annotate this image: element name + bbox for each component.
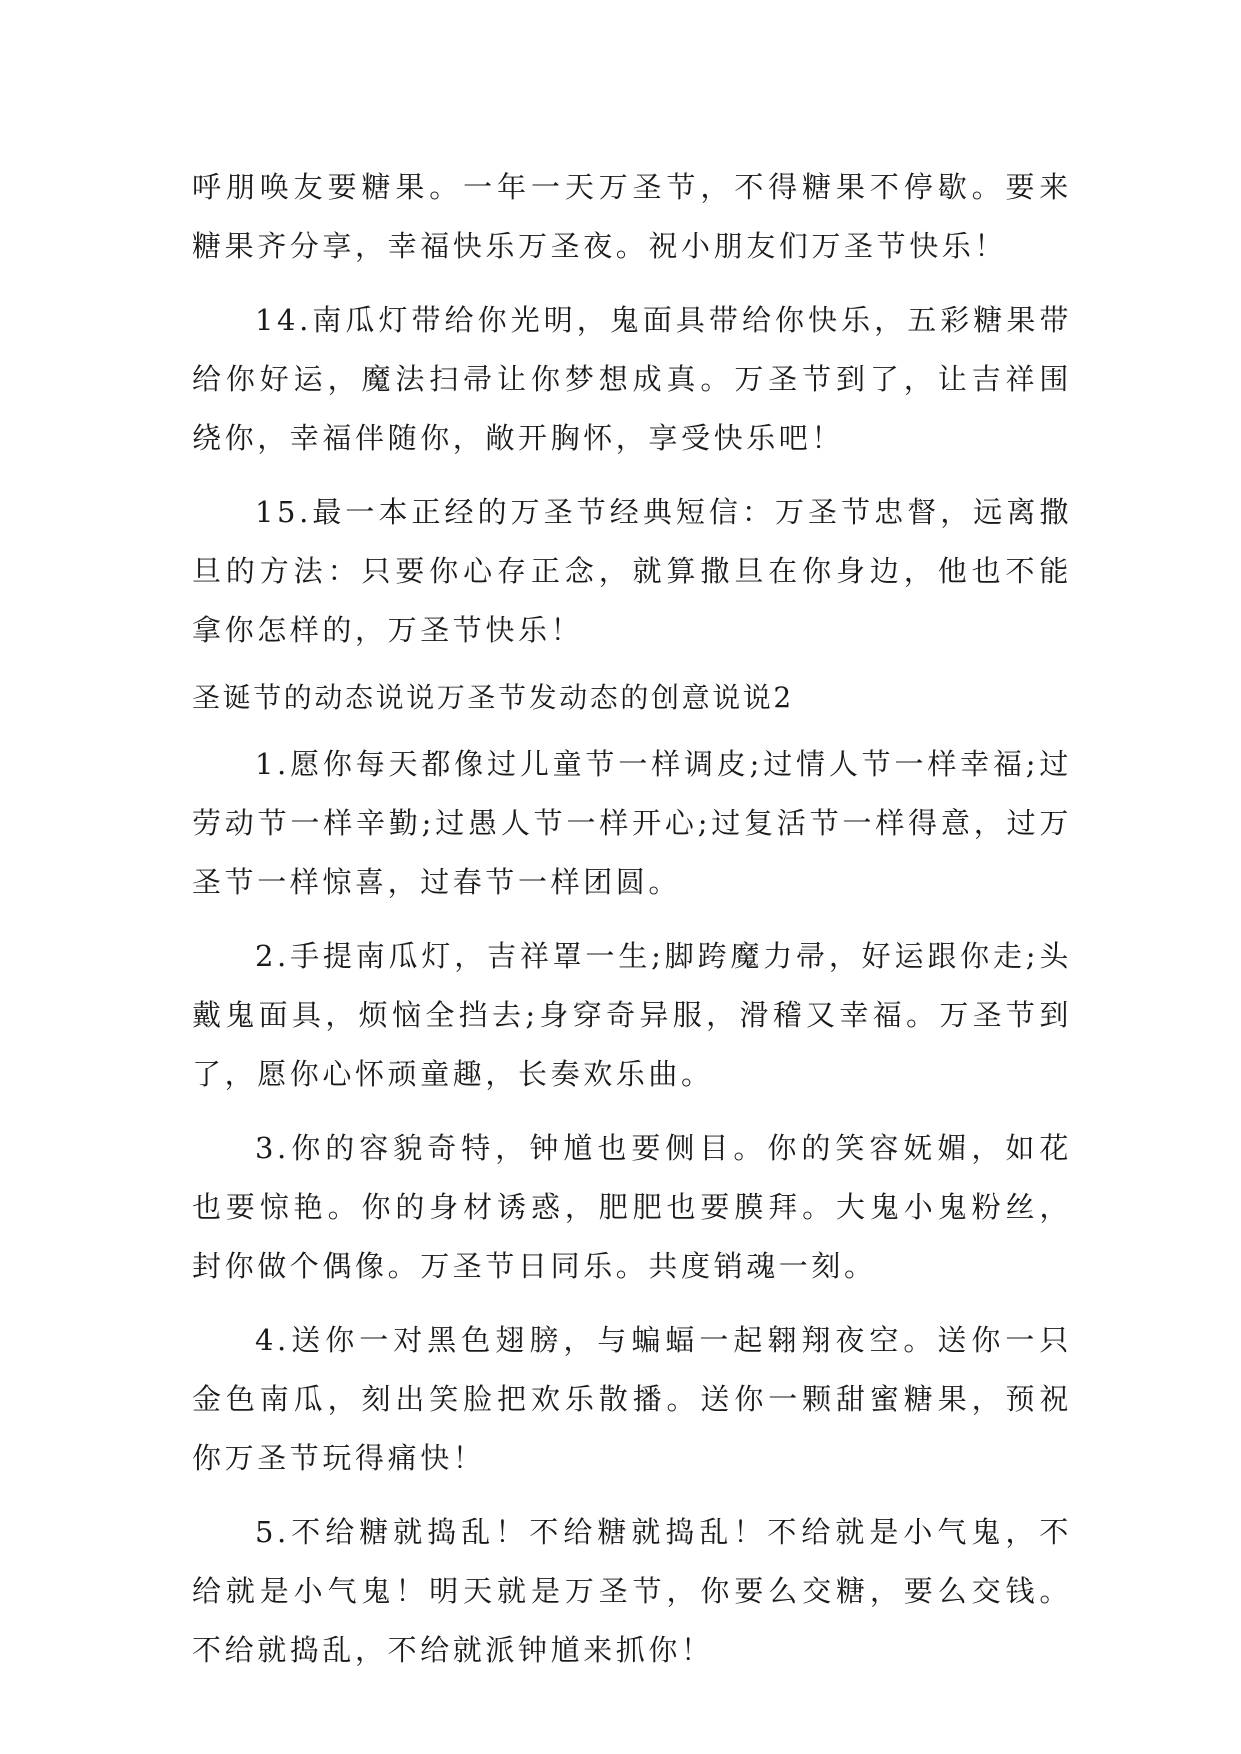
section-heading: 圣诞节的动态说说万圣节发动态的创意说说2	[192, 681, 794, 714]
paragraph-item-3: 3.你的容貌奇特，钟馗也要侧目。你的笑容妩媚，如花也要惊艳。你的身材诱惑，肥肥也要膜拜。大鬼小鬼粉丝，封你做个偶像。万圣节日同乐。共度销魂一刻。	[192, 1131, 1072, 1283]
paragraph-item-5: 5.不给糖就捣乱！不给糖就捣乱！不给就是小气鬼，不给就是小气鬼！明天就是万圣节，你要么交糖，要么交钱。不给就捣乱，不给就派钟馗来抓你！	[192, 1515, 1072, 1667]
paragraph-continuation: 呼朋唤友要糖果。一年一天万圣节，不得糖果不停歇。要来糖果齐分享，幸福快乐万圣夜。祝小朋友们万圣节快乐！	[192, 170, 1072, 263]
paragraph-item-1: 1.愿你每天都像过儿童节一样调皮;过情人节一样幸福;过劳动节一样辛勤;过愚人节一样开心;过复活节一样得意，过万圣节一样惊喜，过春节一样团圆。	[192, 747, 1072, 899]
paragraph-item-14: 14.南瓜灯带给你光明，鬼面具带给你快乐，五彩糖果带给你好运，魔法扫帚让你梦想成真。万圣节到了，让吉祥围绕你，幸福伴随你，敞开胸怀，享受快乐吧！	[192, 303, 1072, 455]
paragraph-item-2: 2.手提南瓜灯，吉祥罩一生;脚跨魔力帚，好运跟你走;头戴鬼面具，烦恼全挡去;身穿奇异服，滑稽又幸福。万圣节到了，愿你心怀顽童趣，长奏欢乐曲。	[192, 939, 1072, 1091]
paragraph-item-4: 4.送你一对黑色翅膀，与蝙蝠一起翱翔夜空。送你一只金色南瓜，刻出笑脸把欢乐散播。送你一颗甜蜜糖果，预祝你万圣节玩得痛快！	[192, 1323, 1072, 1475]
document-body	[192, 158, 1072, 1695]
paragraph-item-15: 15.最一本正经的万圣节经典短信：万圣节忠督，远离撒旦的方法：只要你心存正念，就算撒旦在你身边，他也不能拿你怎样的，万圣节快乐！	[192, 495, 1072, 647]
